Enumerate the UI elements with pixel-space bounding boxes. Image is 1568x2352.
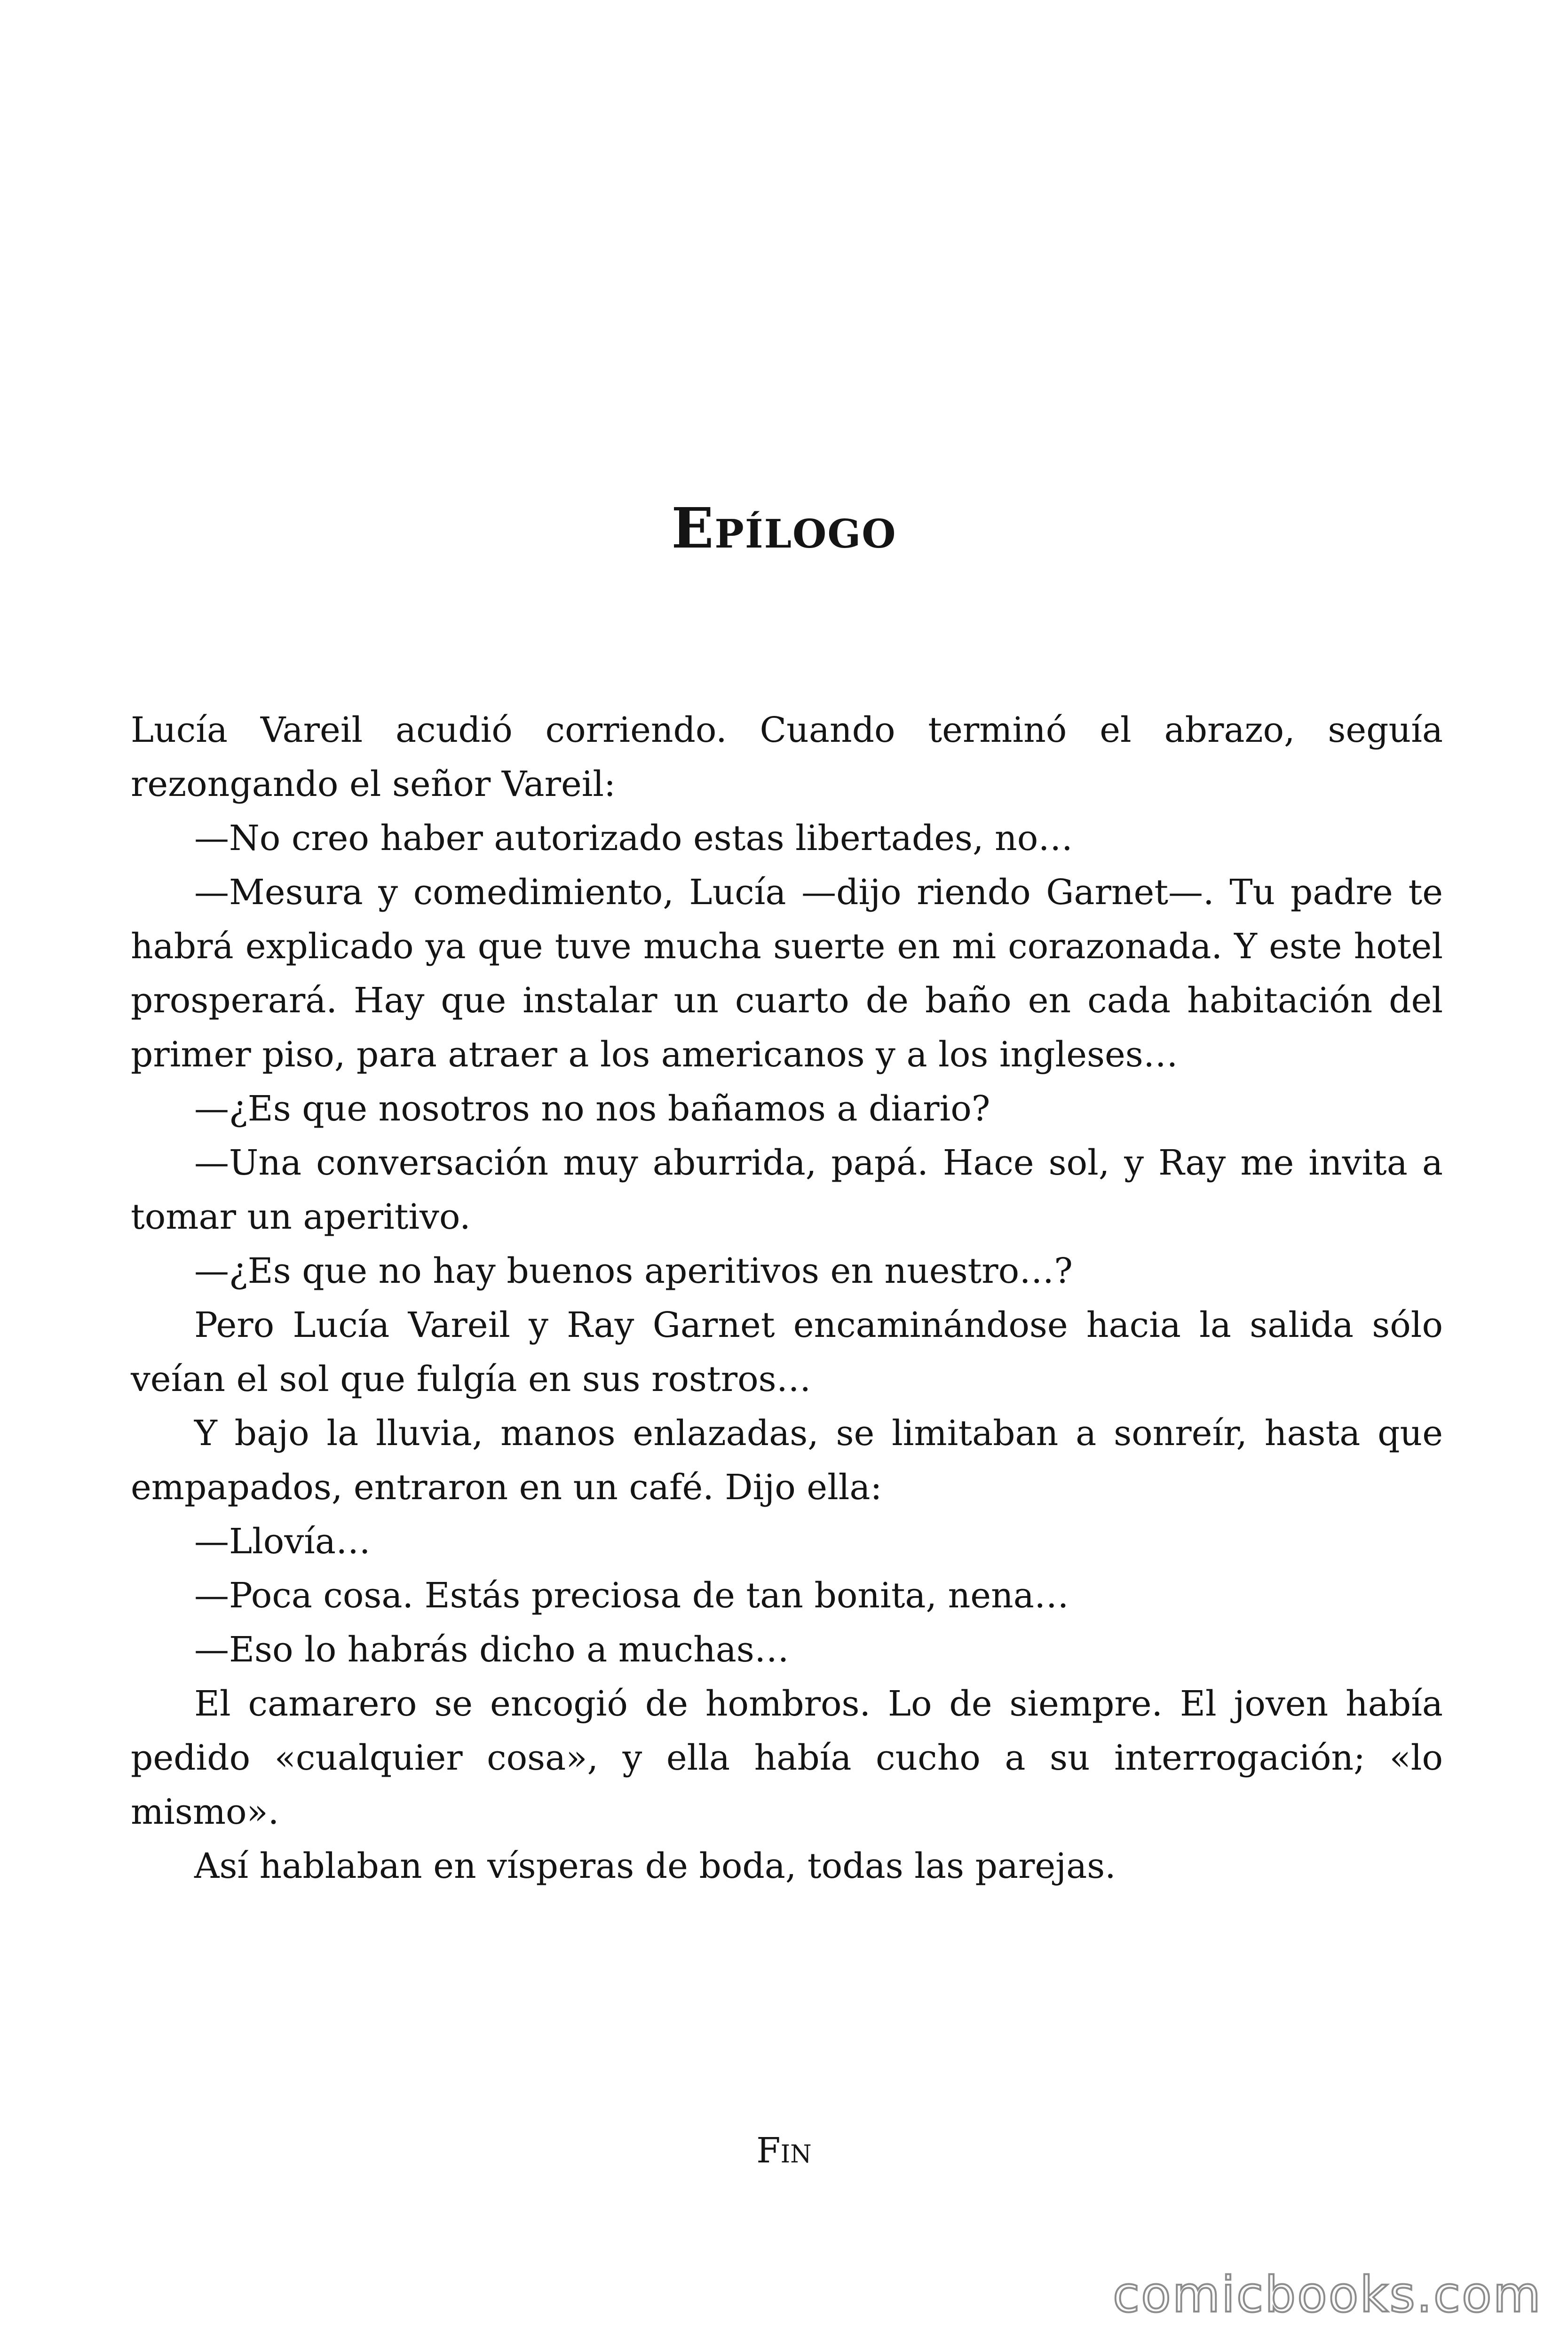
- paragraph: —Llovía…: [194, 1521, 371, 1562]
- paragraph: —¿Es que no hay buenos aperitivos en nuestro…?: [194, 1251, 1073, 1291]
- paragraph: El camarero se encogió de hombros. Lo de siempre. El joven había pedido «cualquier cosa», y ella había cucho a su interrogación; «lo mismo».: [131, 1684, 1443, 1832]
- chapter-body: [131, 703, 1443, 1893]
- paragraph: —Eso lo habrás dicho a muchas…: [194, 1629, 789, 1670]
- paragraph: —No creo haber autorizado estas libertades, no…: [194, 818, 1073, 858]
- paragraph: —Una conversación muy aburrida, papá. Hace sol, y Ray me invita a tomar un aperitivo.: [131, 1143, 1443, 1237]
- paragraph: Y bajo la lluvia, manos enlazadas, se limitaban a sonreír, hasta que empapados, entraron en un café. Dijo ella:: [131, 1413, 1443, 1508]
- end-mark: Fin: [756, 2130, 812, 2171]
- paragraph: Pero Lucía Vareil y Ray Garnet encaminándose hacia la salida sólo veían el sol que fulgía en sus rostros…: [131, 1305, 1443, 1399]
- watermark-logo: comicbooks.com: [1112, 2266, 1542, 2323]
- paragraph: Lucía Vareil acudió corriendo. Cuando terminó el abrazo, seguía rezongando el señor Vareil:: [131, 710, 1443, 804]
- chapter-title: Epílogo: [671, 495, 897, 561]
- paragraph: —Poca cosa. Estás preciosa de tan bonita, nena…: [194, 1575, 1069, 1616]
- paragraph: —Mesura y comedimiento, Lucía —dijo riendo Garnet—. Tu padre te habrá explicado ya que tuve mucha suerte en mi corazonada. Y este hotel prosperará. Hay que instalar un cuarto de baño en cada habitación del primer piso, para atraer a los americanos y a los ingleses…: [131, 872, 1443, 1075]
- paragraph: —¿Es que nosotros no nos bañamos a diario?: [194, 1089, 990, 1129]
- paragraph: Así hablaban en vísperas de boda, todas las parejas.: [194, 1846, 1116, 1886]
